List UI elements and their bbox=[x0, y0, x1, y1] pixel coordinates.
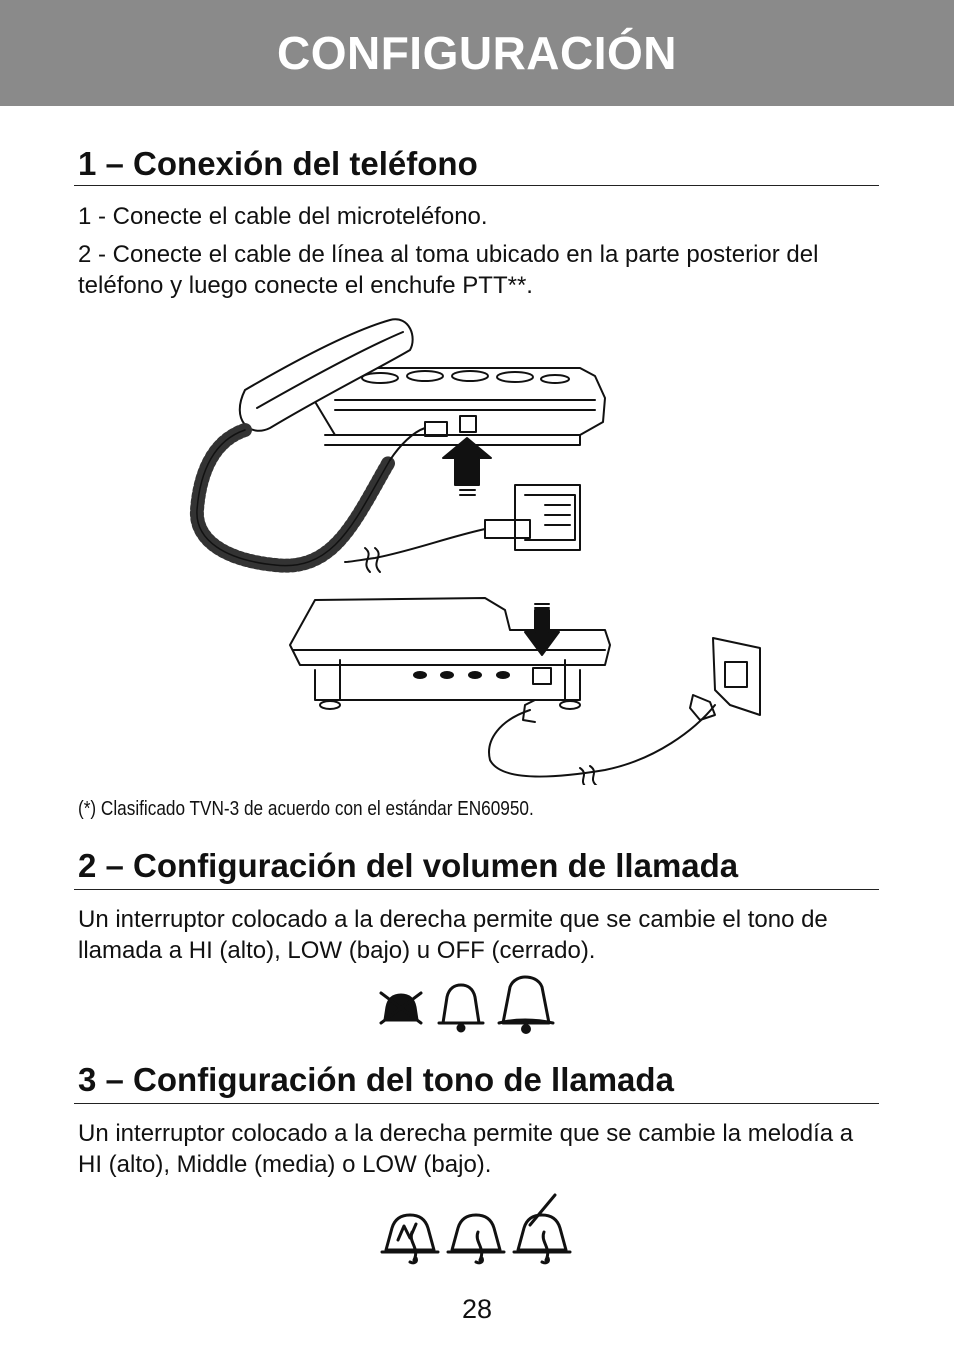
melody-icons bbox=[380, 1190, 575, 1270]
section-1-title: 1 – Conexión del teléfono bbox=[78, 145, 478, 182]
page-title: CONFIGURACIÓN bbox=[276, 27, 678, 79]
bell-off-icon bbox=[381, 993, 421, 1023]
header-banner bbox=[0, 0, 954, 106]
bell-small-icon bbox=[439, 985, 483, 1031]
section-3-text: Un interruptor colocado a la derecha permite que se cambie la melodía a HI (alto), Middle (media) o LOW (bajo). bbox=[78, 1120, 854, 1178]
phone-top-view bbox=[197, 319, 605, 572]
phone-connection-illustration bbox=[185, 310, 775, 785]
section-2-text: Un interruptor colocado a la derecha permite que se cambie el tono de llamada a HI (alto), LOW (bajo) u OFF (cerrado). bbox=[78, 906, 828, 964]
page-number: 28 bbox=[461, 1294, 493, 1324]
volume-icons bbox=[375, 975, 580, 1035]
phone-back-view bbox=[290, 598, 760, 785]
footnote: (*) Clasificado TVN-3 de acuerdo con el estándar EN60950. bbox=[78, 798, 534, 820]
section-2-title: 2 – Configuración del volumen de llamada bbox=[78, 847, 739, 884]
section-3-rule bbox=[74, 1103, 879, 1104]
bell-melody-middle-icon bbox=[448, 1215, 504, 1263]
section-1-step-1: 1 - Conecte el cable del microteléfono. bbox=[78, 203, 488, 230]
section-1-rule bbox=[74, 185, 879, 186]
bell-large-icon bbox=[499, 977, 553, 1033]
bell-melody-low-icon bbox=[514, 1195, 570, 1263]
section-1-step-2: 2 - Conecte el cable de línea al toma ubicado en la parte posterior del teléfono y luego conecte el enchufe PTT**. bbox=[78, 241, 819, 299]
bell-melody-hi-icon bbox=[382, 1215, 438, 1263]
section-3-title: 3 – Configuración del tono de llamada bbox=[78, 1061, 674, 1098]
section-2-rule bbox=[74, 889, 879, 890]
